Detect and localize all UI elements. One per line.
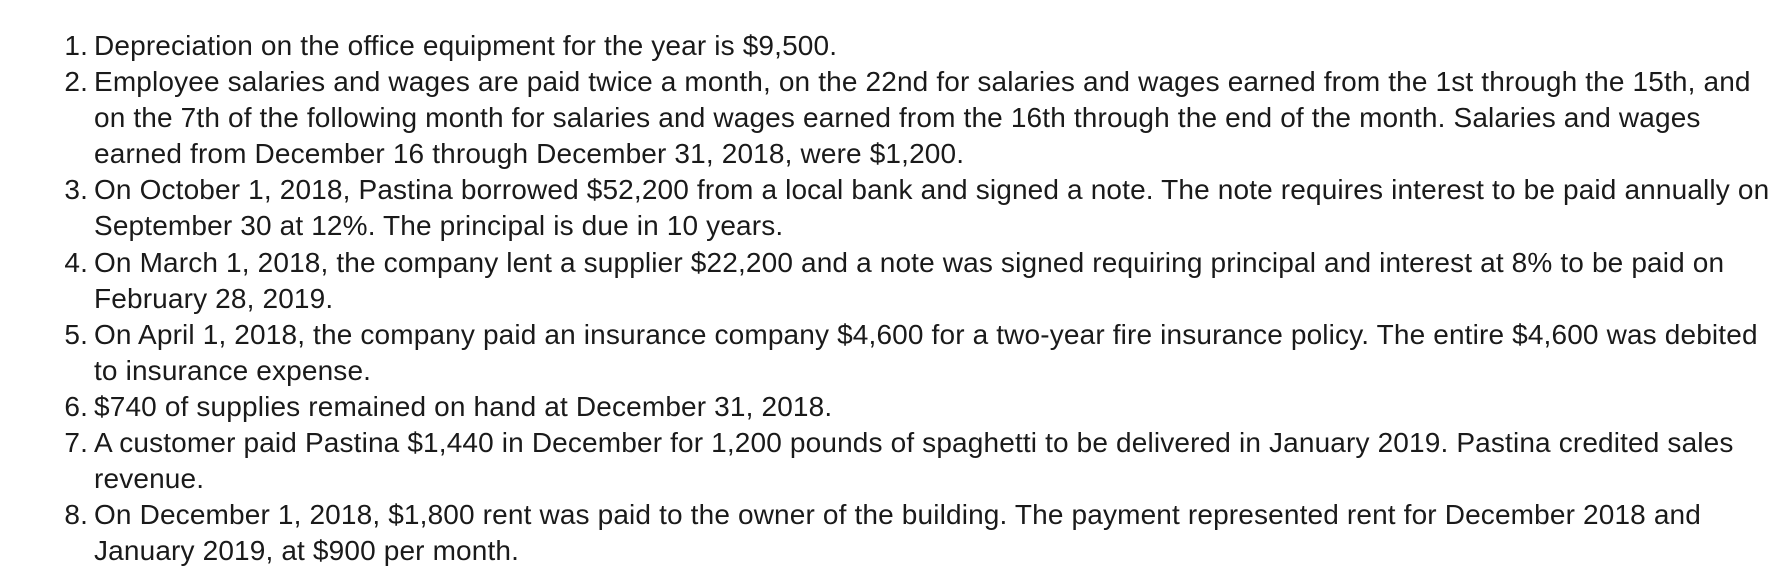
list-item-2	[0, 64, 1784, 172]
item-number: 1.	[64, 30, 88, 61]
item-text: On April 1, 2018, the company paid an insurance company $4,600 for a two-year fire insurance policy. The entire $4,600 was debited to insurance expense.	[94, 318, 1758, 386]
item-text: Depreciation on the office equipment for the year is $9,500.	[94, 30, 838, 61]
item-text: Employee salaries and wages are paid twice a month, on the 22nd for salaries and wages earned from the 1st through the 15th, and on the 7th of the following month for salaries and wages earned from the 16th through the end of the month. Salaries and wages earned from December 16 through December 31, 2018, were $1,200.	[94, 66, 1751, 170]
item-text: On December 1, 2018, $1,800 rent was paid to the owner of the building. The payment represented rent for December 2018 and January 2019, at $900 per month.	[94, 499, 1701, 567]
item-text: A customer paid Pastina $1,440 in December for 1,200 pounds of spaghetti to be delivered in January 2019. Pastina credited sales revenue.	[94, 427, 1734, 495]
item-number: 4.	[64, 246, 88, 278]
list-item-5	[0, 317, 1784, 389]
item-text: $740 of supplies remained on hand at December 31, 2018.	[94, 390, 833, 422]
list-item-3	[0, 172, 1784, 244]
item-number: 7.	[64, 427, 88, 459]
item-number: 8.	[64, 499, 88, 531]
list-item-8	[0, 497, 1784, 569]
list-item-7	[0, 425, 1784, 497]
list-item-6	[0, 389, 1784, 425]
adjustment-list	[0, 28, 1784, 569]
item-number: 6.	[64, 390, 88, 422]
item-number: 3.	[64, 174, 88, 206]
item-text: On October 1, 2018, Pastina borrowed $52,200 from a local bank and signed a note. The note requires interest to be paid annually on September 30 at 12%. The principal is due in 10 years.	[94, 174, 1770, 242]
item-text: On March 1, 2018, the company lent a supplier $22,200 and a note was signed requiring principal and interest at 8% to be paid on February 28, 2019.	[94, 246, 1725, 314]
item-number: 2.	[64, 66, 88, 98]
list-item-4	[0, 245, 1784, 317]
list-item-1	[0, 28, 1784, 64]
item-number: 5.	[64, 318, 88, 350]
